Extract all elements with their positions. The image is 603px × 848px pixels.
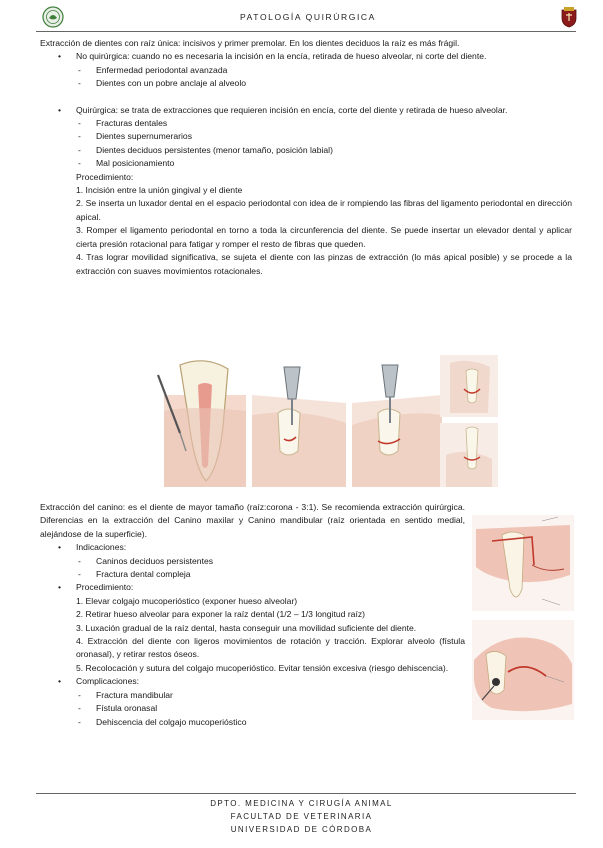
- procedure-step: 3. Luxación gradual de la raíz dental, hasta conseguir una movilidad suficiente del diente.: [76, 622, 417, 633]
- list-item: - Dehiscencia del colgajo mucoperióstico: [78, 716, 247, 727]
- procedure-step: 1. Incisión entre la unión gingival y el diente: [76, 185, 243, 196]
- list-item: - Dientes con un pobre anclaje al alveolo: [78, 78, 247, 89]
- bullet-indicaciones: • Indicaciones:: [58, 542, 127, 553]
- page-footer: [0, 797, 603, 836]
- tooth-extraction-illustration: [150, 355, 500, 487]
- list-item: - Fracturas dentales: [78, 118, 168, 129]
- procedure-step: 4. Extracción del diente con ligeros movimientos de rotación y tracción. Explorar alveolo (fístula oronasal), y retirar restos óseos.: [76, 636, 465, 660]
- forceps-step-figure: [440, 355, 498, 487]
- footer-faculty: FACULTAD DE VETERINARIA: [230, 812, 373, 821]
- bullet-complicaciones: • Complicaciones:: [58, 676, 140, 687]
- luxator-step-figure: [252, 367, 346, 487]
- tooth-cross-section-figure: [158, 361, 246, 487]
- procedure-step: 2. Retirar hueso alveolar para exponer la raíz dental (1/2 – 1/3 longitud raíz): [76, 609, 366, 620]
- list-item: - Enfermedad periodontal avanzada: [78, 64, 228, 75]
- page-title: PATOLOGÍA QUIRÚRGICA: [240, 12, 376, 22]
- list-item: - Dientes deciduos persistentes (menor tamaño, posición labial): [78, 144, 333, 155]
- section1-intro: Extracción de dientes con raíz única: incisivos y primer premolar. En los dientes deciduos la raíz es más frágil.: [40, 38, 460, 48]
- university-crest-icon: [560, 6, 578, 28]
- list-item: - Fístula oronasal: [78, 703, 158, 714]
- list-item: - Fractura mandibular: [78, 689, 173, 700]
- footer-rule: [36, 793, 576, 794]
- procedure-step: 5. Recolocación y sutura del colgajo mucoperióstico. Evitar tensión excesiva (riesgo dehiscencia).: [76, 662, 449, 673]
- header-rule: [36, 31, 576, 32]
- bullet-procedimiento: • Procedimiento:: [58, 582, 134, 593]
- footer-department: DPTO. MEDICINA Y CIRUGÍA ANIMAL: [210, 799, 393, 808]
- procedure-step: 2. Se inserta un luxador dental en el espacio periodontal con idea de ir rompiendo las fibras del ligamento periodontal en dirección apical.: [76, 198, 572, 222]
- page-header: [38, 6, 578, 30]
- list-item: - Mal posicionamiento: [78, 158, 175, 169]
- bullet-quirurgica: • Quirúrgica: se trata de extracciones que requieren incisión en encía, corte del diente y retirada de hueso alveolar.: [58, 104, 508, 115]
- section-canine-extraction: [40, 501, 465, 729]
- maxillary-canine-illustration: [472, 515, 574, 611]
- procedure-step: 4. Tras lograr movilidad significativa, se sujeta el diente con las pinzas de extracción (lo más apical posible) y se procede a la extracción con suaves movimientos rotacionales.: [76, 252, 572, 276]
- list-item: - Caninos deciduos persistentes: [78, 555, 214, 566]
- section2-intro: Extracción del canino: es el diente de mayor tamaño (raíz:corona - 3:1). Se recomienda extracción quirúrgica. Diferencias en la extracción del Canino maxilar y Canino mandibular (raíz orientada en sentido medial, alejándose de la superficie).: [40, 502, 465, 539]
- procedure-step: 1. Elevar colgajo mucoperióstico (exponer hueso alveolar): [76, 595, 298, 606]
- procedure-label: Procedimiento:: [76, 171, 134, 182]
- footer-university: UNIVERSIDAD DE CÓRDOBA: [230, 825, 373, 834]
- mandibular-canine-illustration: [472, 620, 574, 720]
- elevator-step-figure: [352, 365, 442, 487]
- section-single-root-extraction: [40, 37, 572, 278]
- list-item: - Dientes supernumerarios: [78, 131, 193, 142]
- bullet-no-quirurgica: • No quirúrgica: cuando no es necesaria la incisión en la encía, retirada de hueso alveolar, ni corte del diente.: [58, 51, 487, 62]
- list-item: - Fractura dental compleja: [78, 569, 191, 580]
- procedure-step: 3. Romper el ligamento periodontal en torno a toda la circunferencia del diente. Se puede insertar un elevador dental y aplicar cierta presión rotacional para fatigar y romper el resto de fibras que queden.: [76, 225, 572, 249]
